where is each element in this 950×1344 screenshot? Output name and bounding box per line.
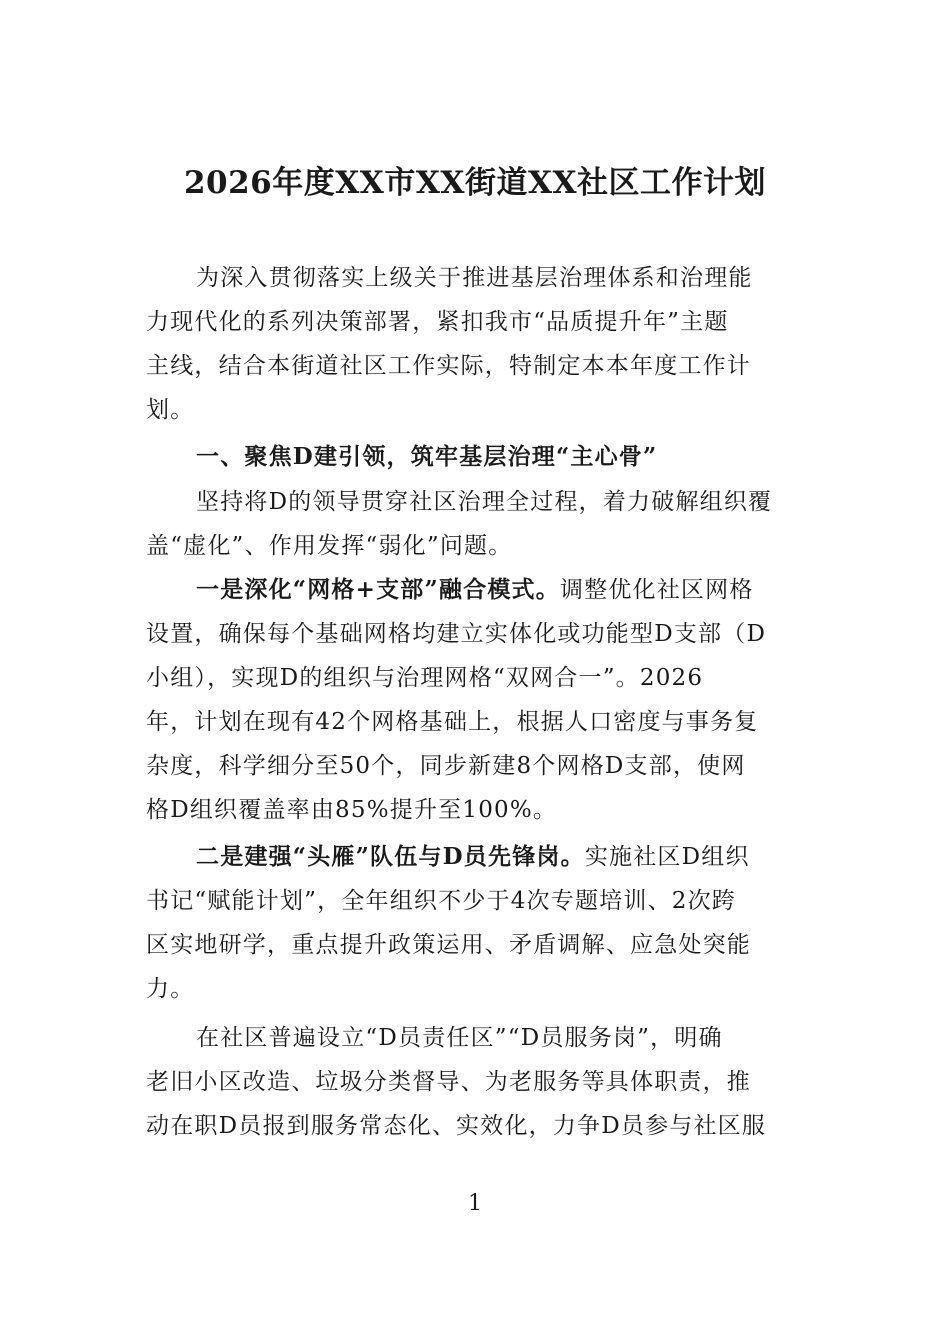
point2-label: 二是建强“头雁”队伍与D员先锋岗。 (196, 843, 585, 870)
point2-text: 实施社区D组织 (584, 844, 750, 870)
intro-line: 主线，结合本街道社区工作实际，特制定本本年度工作计 (146, 353, 751, 379)
point2-line: 书记“赋能计划”，全年组织不少于4次专题培训、2次跨 (146, 888, 736, 914)
point1-first-line (196, 570, 754, 610)
paragraph-line: 在社区普遍设立“D员责任区”“D员服务岗”，明确 (196, 1025, 723, 1051)
point1-label: 一是深化“网格+支部”融合模式。 (196, 576, 560, 603)
section-paragraph-line: 盖“虚化”、作用发挥“弱化”问题。 (146, 533, 513, 559)
point1-line: 年，计划在现有42个网格基础上，根据人口密度与事务复 (146, 709, 759, 735)
point1-line: 杂度，科学细分至50个，同步新建8个网格D支部，使网 (146, 753, 746, 779)
section-heading: 一、聚焦D建引领，筑牢基层治理“主心骨” (196, 443, 658, 470)
point1-line: 设置，确保每个基础网格均建立实体化或功能型D支部（D (146, 621, 767, 647)
intro-line: 划。 (146, 397, 195, 423)
point1-line: 格D组织覆盖率由85%提升至100%。 (146, 797, 558, 823)
point2-line: 区实地研学，重点提升政策运用、矛盾调解、应急处突能 (146, 932, 751, 958)
section-paragraph-line: 坚持将D的领导贯穿社区治理全过程，着力破解组织覆 (196, 489, 773, 515)
point2-line: 力。 (146, 976, 195, 1002)
point1-text: 调整优化社区网格 (559, 577, 754, 603)
point2-first-line (196, 837, 750, 877)
intro-line: 力现代化的系列决策部署，紧扣我市“品质提升年”主题 (146, 309, 729, 335)
paragraph-line: 动在职D员报到服务常态化、实效化，力争D员参与社区服 (146, 1113, 767, 1139)
document-title: 2026年度XX市XX街道XX社区工作计划 (183, 165, 767, 201)
paragraph-line: 老旧小区改造、垃圾分类督导、为老服务等具体职责，推 (146, 1069, 751, 1095)
point1-line: 小组），实现D的组织与治理网格“双网合一”。2026 (146, 665, 704, 691)
page-number: 1 (468, 1191, 482, 1216)
intro-line: 为深入贯彻落实上级关于推进基层治理体系和治理能 (196, 265, 753, 291)
